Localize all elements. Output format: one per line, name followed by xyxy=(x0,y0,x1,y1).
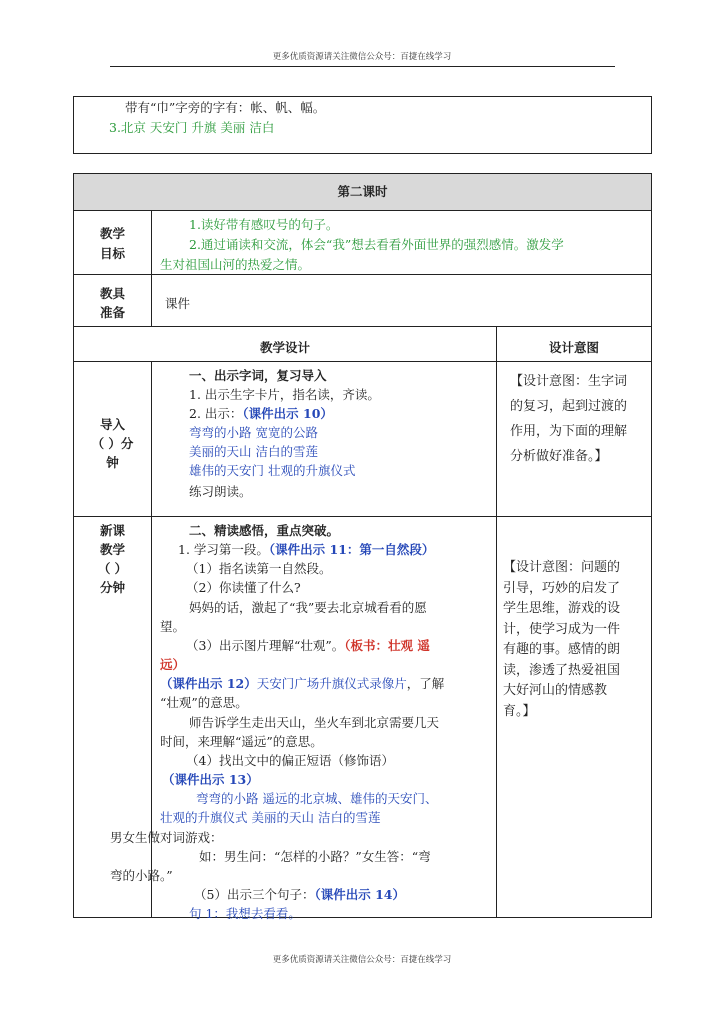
new-teacher-line1: 师告诉学生走出天山，坐火车到北京需要几天 xyxy=(189,715,440,730)
new-label-2: 教学 xyxy=(99,542,125,557)
new-phrases-1: 弯弯的小路 遥远的北京城、雄伟的天安门、 xyxy=(196,791,438,806)
intro-item-2-text: 2. 出示： xyxy=(189,406,243,421)
courseware-tag-11: （课件出示 11：第一自然段） xyxy=(268,542,435,557)
intro-label-2: （ ）分 xyxy=(91,436,134,451)
goal-label-2: 目标 xyxy=(99,246,125,261)
new-intent-line: 计，使学习成为一件 xyxy=(503,621,621,637)
new-intent-line: 育。】 xyxy=(503,703,536,719)
new-video-line xyxy=(160,674,444,693)
new-intent-line: 大好河山的情感教 xyxy=(503,683,608,698)
new-s1: （1）指名读第一自然段。 xyxy=(186,561,332,576)
board-note: （板书：壮观 遥 xyxy=(344,638,430,653)
intro-label-1: 导入 xyxy=(99,417,125,432)
new-phrases-2: 壮观的升旗仪式 美丽的天山 洁白的雪莲 xyxy=(160,810,381,825)
intro-intent xyxy=(510,369,627,469)
new-example-2: 弯的小路。” xyxy=(110,868,173,883)
new-s6 xyxy=(194,885,405,904)
intro-words-2: 美丽的天山 洁白的雪莲 xyxy=(189,444,318,459)
new-label-4: 分钟 xyxy=(99,580,125,595)
page-footer: 更多优质资源请关注微信公众号：百捷在线学习 xyxy=(272,955,452,965)
label-divider-tools xyxy=(151,274,152,326)
page-header: 更多优质资源请关注微信公众号：百捷在线学习 xyxy=(272,52,452,62)
new-intent-line: 读，渗透了热爱祖国 xyxy=(503,662,621,678)
intro-label-3: 钟 xyxy=(106,455,119,470)
tools-value: 课件 xyxy=(165,296,191,311)
intro-words-3: 雄伟的天安门 壮观的升旗仪式 xyxy=(189,463,356,478)
new-teacher-line2: 时间，来理解“遥远”的意思。 xyxy=(160,734,323,749)
new-s4 xyxy=(186,636,430,655)
intro-item-1: 1. 出示生字卡片，指名读，齐读。 xyxy=(189,387,380,402)
new-label-1: 新课 xyxy=(99,523,125,538)
word-list-line: 3.北京 天安门 升旗 美丽 洁白 xyxy=(109,120,275,135)
row-divider xyxy=(73,274,652,275)
col-design-header: 教学设计 xyxy=(259,340,310,355)
row-divider xyxy=(73,326,652,327)
intro-heading: 一、出示字词，复习导入 xyxy=(189,368,327,383)
new-heading: 二、精读感悟，重点突破。 xyxy=(189,523,340,538)
new-game: 男女生做对词游戏： xyxy=(110,830,223,845)
new-s5: （4）找出文中的偏正短语（修饰语） xyxy=(186,753,394,768)
courseware-tag-13: （课件出示 13） xyxy=(162,772,259,787)
courseware-tag-12: （课件出示 12） xyxy=(160,676,257,691)
courseware-tag-10: （课件出示 10） xyxy=(242,406,333,421)
new-intent-line: 有趣的事。感情的朗 xyxy=(503,642,621,657)
goal-line-1: 1.读好带有感叹号的句子。 xyxy=(189,217,339,232)
row-divider xyxy=(73,516,652,517)
goal-label-1: 教学 xyxy=(99,226,125,241)
new-example-1: 如：男生问：“怎样的小路？”女生答：“弯 xyxy=(199,849,431,864)
video-title: 天安门广场升旗仪式录像片 xyxy=(256,676,407,691)
new-s4-text: （3）出示图片理解“壮观”。 xyxy=(186,638,345,653)
row-divider xyxy=(73,210,652,211)
intro-intent-line: 作用，为下面的理解 xyxy=(510,424,628,439)
intro-intent-line: 【设计意图：生字词 xyxy=(510,374,628,389)
video-rest: ，了解 xyxy=(406,676,445,691)
new-sentence-1: 句 1：我想去看看。 xyxy=(189,906,301,921)
tools-label-1: 教具 xyxy=(99,286,125,301)
new-step-1-text: 1. 学习第一段。 xyxy=(178,542,269,557)
new-intent xyxy=(503,558,620,722)
new-step-1 xyxy=(178,540,434,559)
new-intent-line: 引导，巧妙的启发了 xyxy=(503,580,621,596)
new-s6-text: （5）出示三个句子： xyxy=(194,887,315,902)
new-label-3: （ ） xyxy=(97,561,128,576)
intro-practice: 练习朗读。 xyxy=(189,484,252,499)
lesson-title: 第二课时 xyxy=(337,184,388,199)
board-note-end: 远） xyxy=(160,657,186,672)
new-video-line-2: “壮观”的意思。 xyxy=(160,695,248,710)
new-s3-line1: 妈妈的话，激起了“我”要去北京城看看的愿 xyxy=(189,600,427,615)
tools-label-2: 准备 xyxy=(99,305,125,320)
intro-intent-line: 分析做好准备。】 xyxy=(510,449,608,464)
radical-words-line: 带有“巾”字旁的字有：帐、帆、幅。 xyxy=(125,100,326,115)
courseware-tag-14: （课件出示 14） xyxy=(314,887,405,902)
intro-words-1: 弯弯的小路 宽宽的公路 xyxy=(189,425,318,440)
new-intent-line: 【设计意图：问题的 xyxy=(503,560,621,575)
header-rule xyxy=(110,66,615,67)
col-intent-header: 设计意图 xyxy=(548,340,599,355)
goal-line-2: 2.通过诵读和交流，体会“我”想去看看外面世界的强烈感情。激发学 xyxy=(189,237,564,252)
new-s2: （2）你读懂了什么? xyxy=(186,580,301,595)
intent-divider xyxy=(496,326,497,918)
new-intent-line: 学生思维，游戏的设 xyxy=(503,601,621,616)
intro-item-2 xyxy=(189,404,333,423)
goal-line-3: 生对祖国山河的热爱之情。 xyxy=(160,257,311,272)
intro-intent-line: 的复习，起到过渡的 xyxy=(510,399,628,414)
new-s3-line2: 望。 xyxy=(160,619,186,634)
row-divider xyxy=(73,361,652,362)
